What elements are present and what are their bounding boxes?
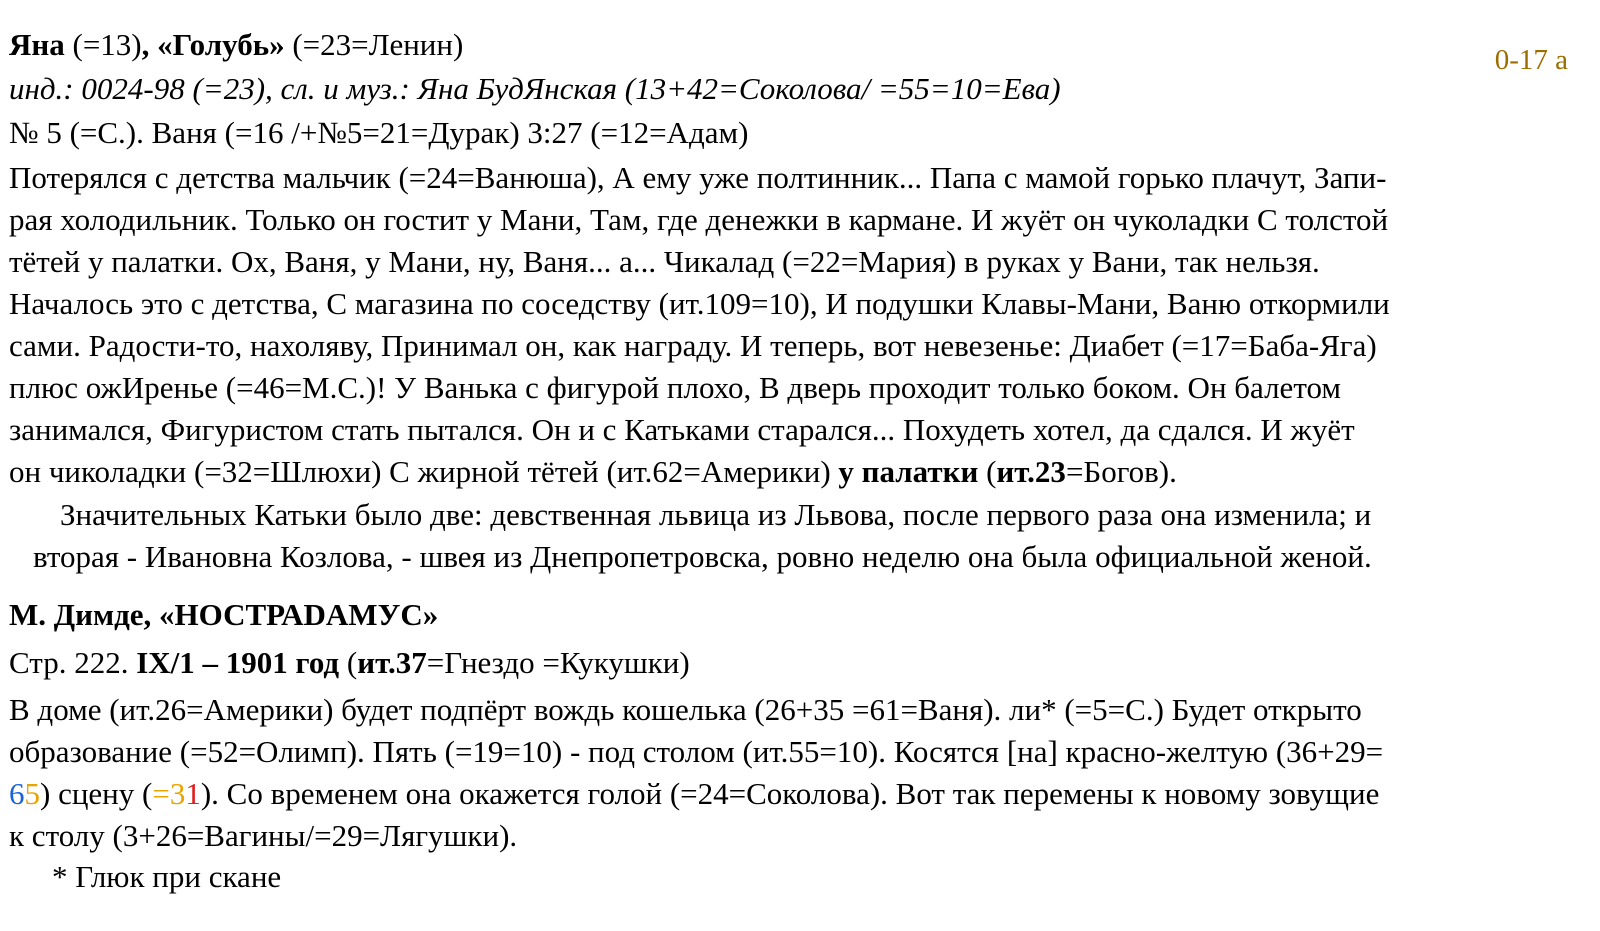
footnote: * Глюк при скане: [52, 859, 282, 894]
verse-line: образование (=52=Олимп). Пять (=19=10) - под столом (ит.55=10). Косятся [на] красно-желтую (36+29=: [9, 734, 1384, 769]
verse-line: В доме (ит.26=Америки) будет подпёрт вождь кошелька (26+35 =61=Ваня). ли* (=5=С.) Будет открыто: [9, 692, 1362, 727]
colored-digit: 5: [24, 776, 40, 811]
lyrics-bold: у палатки: [838, 454, 979, 489]
lyrics-text: =Богов).: [1065, 454, 1177, 489]
ref-bold: IX/1 – 1901 год: [136, 645, 340, 680]
lyrics-line: рая холодильник. Только он гостит у Мани, Там, где денежки в кармане. И жуёт он чуколадки С толстой: [9, 202, 1389, 237]
note-line: вторая - Ивановна Козлова, - швея из Днепропетровска, ровно неделю она была официальной женой.: [33, 539, 1372, 574]
lyrics-line: сами. Радости-то, нахоляву, Принимал он, как награду. И теперь, вот невезенье: Диабет (=17=Баба-Яга): [9, 328, 1377, 363]
ref-text: Стр. 222.: [9, 645, 137, 680]
lyrics-text: он чиколадки (=32=Шлюхи) С жирной тётей (ит.62=Америки): [9, 454, 839, 489]
verse-text: ) сцену (: [40, 776, 153, 811]
colored-digit: 3: [169, 776, 186, 811]
verse-line-colored: [9, 775, 1379, 813]
ref-text: =Гнездо =Кукушки): [426, 645, 690, 680]
song-credits: инд.: 0024-98 (=23), сл. и муз.: Яна БудЯнская (13+42=Соколова/ =55=10=Ева): [9, 71, 1061, 106]
verse-text: ). Со временем она окажется голой (=24=Соколова). Вот так перемены к новому зовущие: [200, 776, 1380, 811]
colored-digit: 6: [9, 776, 25, 811]
song-title-num: (=23=Ленин): [284, 27, 464, 62]
verse-line: к столу (3+26=Вагины/=29=Лягушки).: [9, 818, 518, 853]
section-reference: [9, 644, 690, 682]
song-title: , «Голубь»: [141, 27, 285, 62]
ref-bold: ит.37: [357, 645, 427, 680]
page-code: 0-17 а: [1494, 44, 1568, 76]
song-track: № 5 (=С.). Ваня (=16 /+№5=21=Дурак) 3:27 (=12=Адам): [9, 115, 749, 150]
lyrics-line-last: [9, 453, 1177, 491]
colored-digit: 1: [185, 776, 201, 811]
section-heading: М. Димде, «НОСТРАDAMУС»: [9, 597, 439, 632]
lyrics-line: тётей у палатки. Ох, Ваня, у Мани, ну, Ваня... а... Чикалад (=22=Мария) в руках у Вани, так нельзя.: [9, 244, 1320, 279]
song-author: Яна: [9, 27, 65, 62]
note-line: Значительных Катьки было две: девственная львица из Львова, после первого раза она изменила; и: [60, 497, 1372, 532]
song-heading: [9, 26, 463, 64]
lyrics-line: Началось это с детства, С магазина по соседству (ит.109=10), И подушки Клавы-Мани, Ваню откормили: [9, 286, 1390, 321]
lyrics-line: Потерялся с детства мальчик (=24=Ванюша), А ему уже полтинник... Папа с мамой горько плачут, Запи-: [9, 160, 1387, 195]
lyrics-line: плюс ожИренье (=46=М.С.)! У Ванька с фигурой плохо, В дверь проходит только боком. Он балетом: [9, 370, 1341, 405]
colored-sign: =: [152, 776, 170, 811]
ref-text: (: [339, 645, 358, 680]
song-author-num: (=13): [64, 27, 142, 62]
lyrics-line: занимался, Фигуристом стать пытался. Он и с Катьками старался... Похудеть хотел, да сдался. И жуёт: [9, 412, 1355, 447]
lyrics-bold: ит.23: [996, 454, 1066, 489]
lyrics-text: (: [978, 454, 997, 489]
